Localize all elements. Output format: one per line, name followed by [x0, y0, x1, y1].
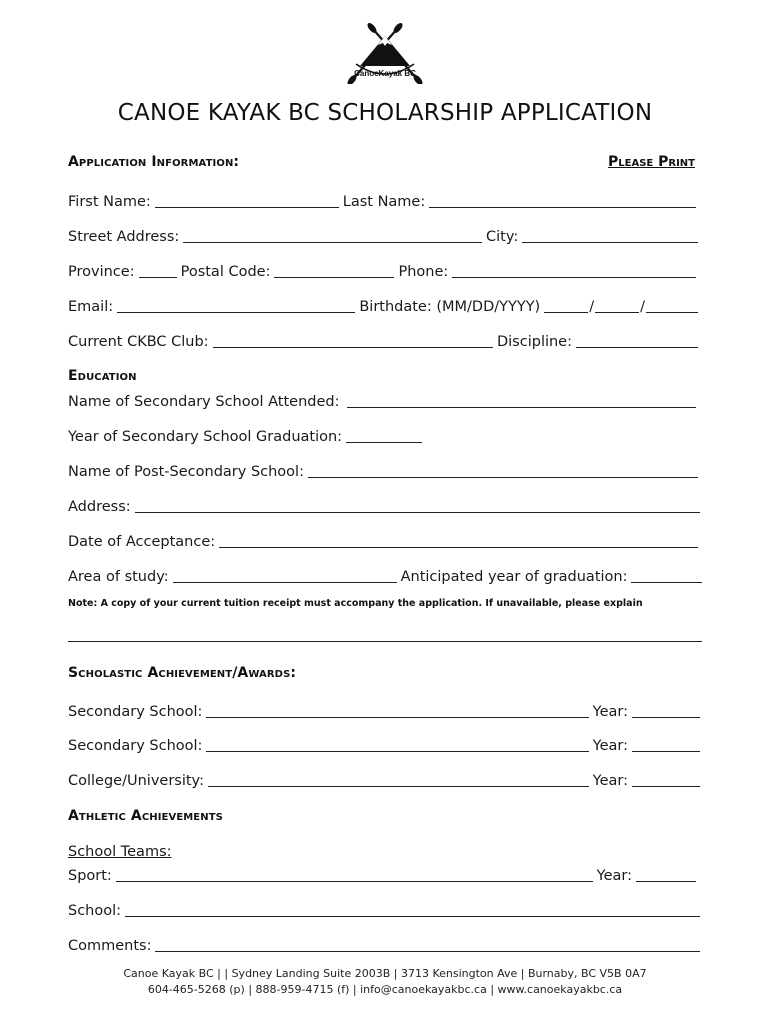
birth-day-field[interactable]	[595, 297, 639, 313]
tuition-note: Note: A copy of your current tuition receipt must accompany the application. If unavailable, please explain	[68, 598, 643, 609]
secondary-school-award-field[interactable]	[206, 736, 588, 752]
address-label: Address:	[68, 499, 131, 515]
city-field[interactable]	[522, 227, 698, 243]
province-label: Province:	[68, 264, 135, 280]
secondary-school-award-field[interactable]	[206, 702, 588, 718]
comments-row	[68, 934, 700, 954]
postal-code-field[interactable]	[274, 262, 394, 278]
explanation-field[interactable]	[68, 641, 702, 642]
birth-year-field[interactable]	[646, 297, 698, 313]
graduation-year-row	[68, 425, 700, 445]
scholastic-row-1	[68, 700, 700, 720]
last-name-field[interactable]	[429, 192, 696, 208]
acceptance-date-label: Date of Acceptance:	[68, 534, 216, 550]
graduation-year-label: Year of Secondary School Graduation:	[68, 429, 343, 445]
discipline-label: Discipline:	[496, 334, 572, 350]
email-label: Email:	[68, 299, 114, 315]
study-row	[68, 565, 702, 585]
sport-row	[68, 864, 696, 884]
first-name-label: First Name:	[68, 194, 151, 210]
acceptance-row	[68, 530, 698, 550]
please-print-label: Please Print	[608, 154, 695, 170]
college-university-label: College/University:	[68, 773, 204, 789]
anticipated-graduation-label: Anticipated year of graduation:	[400, 569, 628, 585]
secondary-school-award-label: Secondary School:	[68, 704, 203, 720]
area-of-study-label: Area of study:	[68, 569, 169, 585]
section-education: Education	[68, 368, 137, 384]
school-teams-label: School Teams:	[68, 844, 172, 860]
last-name-label: Last Name:	[342, 194, 426, 210]
province-row	[68, 260, 696, 280]
graduation-year-field[interactable]	[346, 427, 422, 443]
page-title: CANOE KAYAK BC SCHOLARSHIP APPLICATION	[117, 100, 653, 126]
address-education-row	[68, 495, 700, 515]
year-label: Year:	[592, 738, 628, 754]
year-label: Year:	[592, 704, 628, 720]
footer-address: Canoe Kayak BC | | Sydney Landing Suite 2003B | 3713 Kensington Ave | Burnaby, BC V5B 0A7	[123, 967, 647, 980]
phone-field[interactable]	[452, 262, 696, 278]
year-field[interactable]	[632, 736, 700, 752]
post-secondary-label: Name of Post-Secondary School:	[68, 464, 304, 480]
post-secondary-field[interactable]	[308, 462, 698, 478]
secondary-school-award-label: Secondary School:	[68, 738, 203, 754]
city-label: City:	[486, 229, 519, 245]
post-secondary-row	[68, 460, 698, 480]
date-separator: /	[640, 299, 645, 315]
club-row	[68, 330, 698, 350]
year-label: Year:	[596, 868, 632, 884]
secondary-school-field[interactable]	[347, 392, 696, 408]
year-field[interactable]	[632, 771, 700, 787]
anticipated-graduation-field[interactable]	[631, 567, 702, 583]
province-field[interactable]	[139, 262, 177, 278]
name-row	[68, 190, 696, 210]
year-field[interactable]	[636, 866, 696, 882]
scholastic-row-2	[68, 734, 700, 754]
sport-field[interactable]	[116, 866, 593, 882]
college-university-field[interactable]	[208, 771, 589, 787]
postal-code-label: Postal Code:	[180, 264, 271, 280]
email-field[interactable]	[117, 297, 355, 313]
street-address-field[interactable]	[183, 227, 482, 243]
birth-month-field[interactable]	[544, 297, 588, 313]
scholastic-row-3	[68, 769, 700, 789]
footer-contact: 604-465-5268 (p) | 888-959-4715 (f) | info@canoekayakbc.ca | www.canoekayakbc.ca	[147, 983, 623, 996]
street-address-label: Street Address:	[68, 229, 180, 245]
canoe-paddles-mountain-logo-icon	[340, 22, 430, 84]
year-field[interactable]	[632, 702, 700, 718]
address-field[interactable]	[135, 497, 700, 513]
section-athletic-achievements: Athletic Achievements	[68, 808, 223, 824]
email-row	[68, 295, 698, 315]
section-application-information: Application Information:	[68, 154, 240, 170]
birthdate-label: Birthdate: (MM/DD/YYYY)	[359, 299, 541, 315]
discipline-field[interactable]	[576, 332, 698, 348]
school-field[interactable]	[125, 901, 700, 917]
area-of-study-field[interactable]	[173, 567, 397, 583]
date-separator: /	[589, 299, 595, 315]
acceptance-date-field[interactable]	[219, 532, 698, 548]
first-name-field[interactable]	[155, 192, 339, 208]
school-label: School:	[68, 903, 122, 919]
phone-label: Phone:	[398, 264, 449, 280]
section-scholastic-achievement: Scholastic Achievement/Awards:	[68, 665, 297, 681]
logo-text: CanoeKayak BC	[354, 69, 416, 78]
sport-label: Sport:	[68, 868, 112, 884]
ckbc-club-label: Current CKBC Club:	[68, 334, 209, 350]
secondary-school-row	[68, 390, 696, 410]
comments-label: Comments:	[68, 938, 152, 954]
year-label: Year:	[592, 773, 628, 789]
ckbc-club-field[interactable]	[213, 332, 493, 348]
secondary-school-label: Name of Secondary School Attended:	[68, 394, 340, 410]
address-row	[68, 225, 698, 245]
school-row	[68, 899, 700, 919]
comments-field[interactable]	[155, 936, 700, 952]
